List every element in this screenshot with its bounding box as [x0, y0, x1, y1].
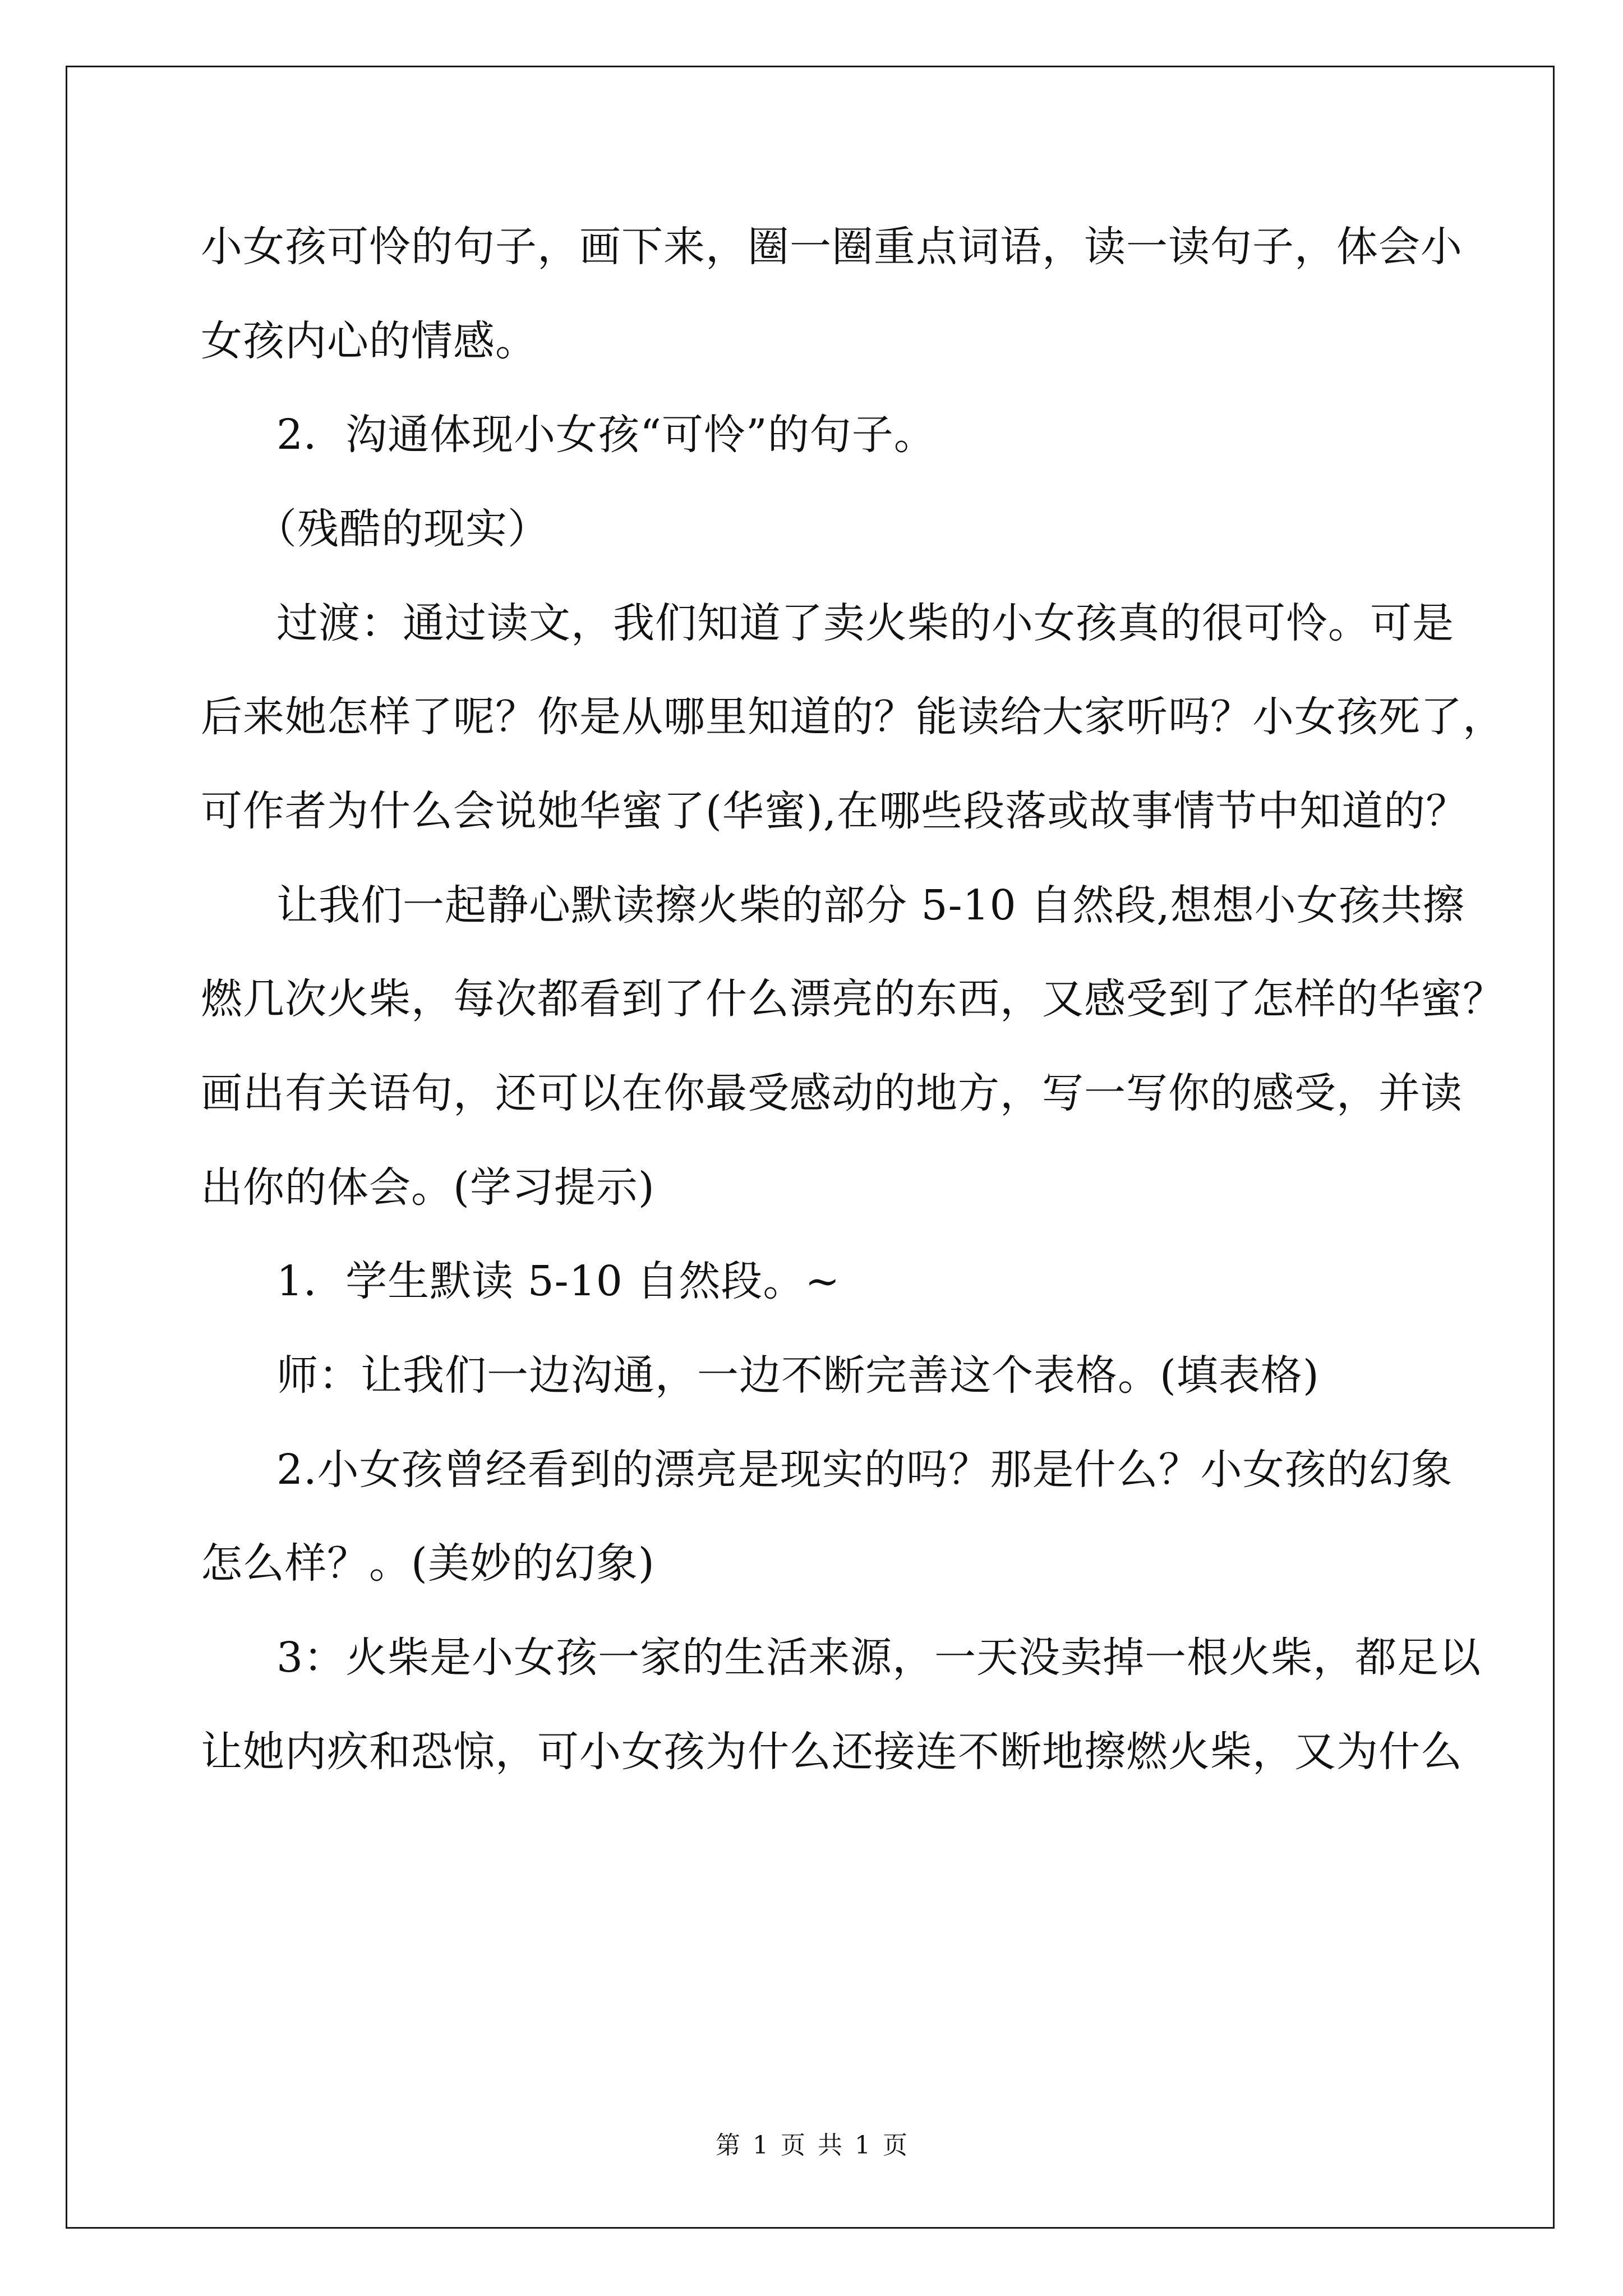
text-line-17: 让她内疚和恐惊，可小女孩为什么还接连不断地擦燃火柴，又为什么	[201, 1728, 1463, 1776]
text-line-10: 画出有关语句，还可以在你最受感动的地方，写一写你的感受，并读	[201, 1069, 1463, 1117]
text-line-9: 燃几次火柴，每次都看到了什么漂亮的东西，又感受到了怎样的华蜜？	[201, 975, 1505, 1023]
text-line-11: 出你的体会。(学习提示)	[201, 1163, 655, 1212]
text-line-1: 小女孩可怜的句子，画下来，圈一圈重点词语，读一读句子，体会小	[201, 223, 1463, 271]
text-line-7: 可作者为什么会说她华蜜了(华蜜),在哪些段落或故事情节中知道的？	[201, 787, 1468, 835]
text-line-13: 师：让我们一边沟通，一边不断完善这个表格。(填表格)	[276, 1351, 1320, 1400]
text-line-4: （残酷的现实）	[255, 505, 550, 553]
text-line-12: 1．学生默读 5-10 自然段。~	[276, 1257, 841, 1305]
page-border	[66, 66, 1555, 2229]
text-line-2: 女孩内心的情感。	[201, 317, 537, 365]
page-footer: 第 1 页 共 1 页	[716, 2131, 907, 2160]
text-line-16: 3：火柴是小女孩一家的生活来源，一天没卖掉一根火柴，都足以	[276, 1634, 1482, 1682]
text-line-3: 2．沟通体现小女孩“可怜”的句子。	[276, 411, 936, 459]
text-line-5: 过渡：通过读文，我们知道了卖火柴的小女孩真的很可怜。可是	[276, 599, 1454, 647]
text-line-8: 让我们一起静心默读擦火柴的部分 5-10 自然段,想想小女孩共擦	[276, 881, 1465, 930]
text-line-14: 2.小女孩曾经看到的漂亮是现实的吗？那是什么？小女孩的幻象	[276, 1446, 1453, 1494]
text-line-6: 后来她怎样了呢？你是从哪里知道的？能读给大家听吗？小女孩死了，	[201, 693, 1505, 741]
text-line-15: 怎么样？。(美妙的幻象)	[201, 1539, 655, 1588]
